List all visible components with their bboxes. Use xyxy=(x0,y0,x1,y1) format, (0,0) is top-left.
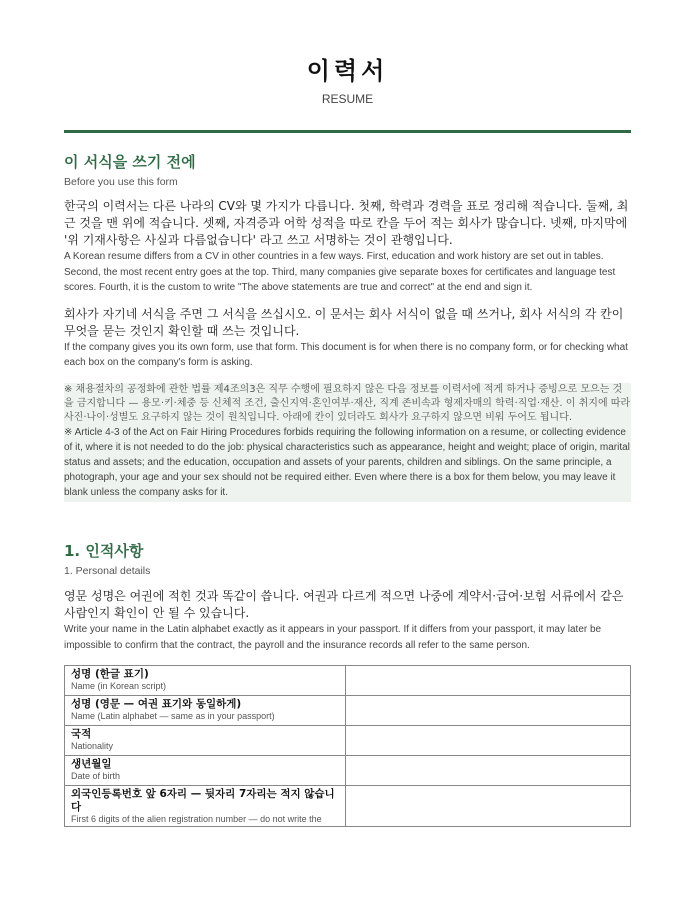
field-label-en: Nationality xyxy=(71,741,114,752)
field-label xyxy=(65,696,346,726)
field-label-en: Name (in Korean script) xyxy=(71,681,167,692)
document-title: 이력서 xyxy=(306,57,389,85)
table-row xyxy=(65,666,631,696)
table-row xyxy=(65,756,631,786)
intro-heading-en: Before you use this form xyxy=(64,176,178,188)
section-1-paragraph-ko: 영문 성명은 여권에 적힌 것과 똑같이 씁니다. 여권과 다르게 적으면 나중에 계약서·급여·보험 서류에서 같은 사람인지 확인이 안 될 수 있습니다. xyxy=(64,588,624,620)
field-label xyxy=(65,666,346,696)
header-divider xyxy=(64,130,631,133)
intro-paragraph-2-ko: 회사가 자기네 서식을 주면 그 서식을 쓰십시오. 이 문서는 회사 서식이 없을 때 쓰거나, 회사 서식의 각 칸이 무엇을 묻는 것인지 확인할 때 쓰는 것입니다. xyxy=(64,306,624,338)
name-korean-field[interactable] xyxy=(346,666,631,696)
intro-paragraph-1-ko: 한국의 이력서는 다른 나라의 CV와 몇 가지가 다릅니다. 첫째, 학력과 경력을 표로 정리해 적습니다. 둘째, 최근 것을 맨 위에 적습니다. 셋째, 자격증과 어학 성적을 따로 칸을 두어 적는 회사가 많습니다. 넷째, 마지막에 '위 기재사항은 사실과 다름없습니다' 라고 쓰고 서명하는 것이 관행입니다. xyxy=(64,199,629,247)
personal-details-table xyxy=(64,665,631,827)
intro-paragraph-1-en: A Korean resume differs from a CV in other countries in a few ways. First, education and work history are set out in tables. Second, the most recent entry goes at the top. Third, many companies give separate boxes for certificates and language test scores. Fourth, it is the custom to write "The above statements are true and correct" at the end and sign it. xyxy=(64,251,616,294)
document-subtitle: RESUME xyxy=(321,92,374,106)
intro-paragraph-2-en: If the company gives you its own form, use that form. This document is for when there is no company form, or for checking what each box on the company's form is asking. xyxy=(64,341,628,369)
field-label xyxy=(65,786,346,827)
nationality-field[interactable] xyxy=(346,726,631,756)
table-row xyxy=(65,786,631,827)
field-label-ko: 성명 (한글 표기) xyxy=(71,668,149,681)
date-of-birth-field[interactable] xyxy=(346,756,631,786)
field-label-ko: 국적 xyxy=(71,728,92,741)
table-row xyxy=(65,696,631,726)
section-1-heading-en: 1. Personal details xyxy=(64,564,151,577)
alien-registration-number-field[interactable] xyxy=(346,786,631,827)
field-label-ko: 생년월일 xyxy=(71,758,112,771)
table-row xyxy=(65,726,631,756)
personal-details-section xyxy=(64,542,631,827)
section-1-heading: 1. 인적사항 xyxy=(64,541,144,560)
field-label xyxy=(65,756,346,786)
intro-heading: 이 서식을 쓰기 전에 xyxy=(64,153,196,171)
legal-notice-ko: ※ 채용절차의 공정화에 관한 법률 제4조의3은 직무 수행에 필요하지 않은 다음 정보를 이력서에 적게 하거나 증빙으로 모으는 것을 금지합니다 — 용모·키·체중 등 신체적 조건, 출신지역·혼인여부·재산, 직계 존비속과 형제자매의 학력·직업·재산. 이 취지에 따라 사진·나이·성별도 요구하지 않는 것이 원칙입니다. 아래에 칸이 있더라도 회사가 요구하지 않으면 비워 두어도 됩니다. xyxy=(64,383,631,423)
field-label-ko: 외국인등록번호 앞 6자리 — 뒷자리 7자리는 적지 않습니다 xyxy=(71,788,335,814)
field-label-en: First 6 digits of the alien registration number — do not write the xyxy=(71,814,322,825)
section-1-paragraph-en: Write your name in the Latin alphabet exactly as it appears in your passport. If it differs from your passport, it may later be impossible to confirm that the contract, the payroll and the insurance records all refer to the same person. xyxy=(64,623,602,651)
field-label-ko: 성명 (영문 — 여권 표기와 동일하게) xyxy=(71,698,242,711)
name-latin-field[interactable] xyxy=(346,696,631,726)
field-label-en: Date of birth xyxy=(71,771,121,782)
legal-notice-box xyxy=(64,383,631,502)
intro-section xyxy=(64,153,631,502)
field-label xyxy=(65,726,346,756)
field-label-en: Name (Latin alphabet — same as in your passport) xyxy=(71,711,275,722)
legal-notice-en: ※ Article 4-3 of the Act on Fair Hiring Procedures forbids requiring the following information on a resume, or collecting evidence of it, where it is not needed to do the job: physical characteristics such as appearance, height and weight; place of origin, marital status and assets; and the education, occupation and assets of your parents, children and siblings. On the same principle, a photograph, your age and your sex should not be required either. Even where there is a box for them below, you may leave it blank unless the company asks for it. xyxy=(64,426,630,498)
